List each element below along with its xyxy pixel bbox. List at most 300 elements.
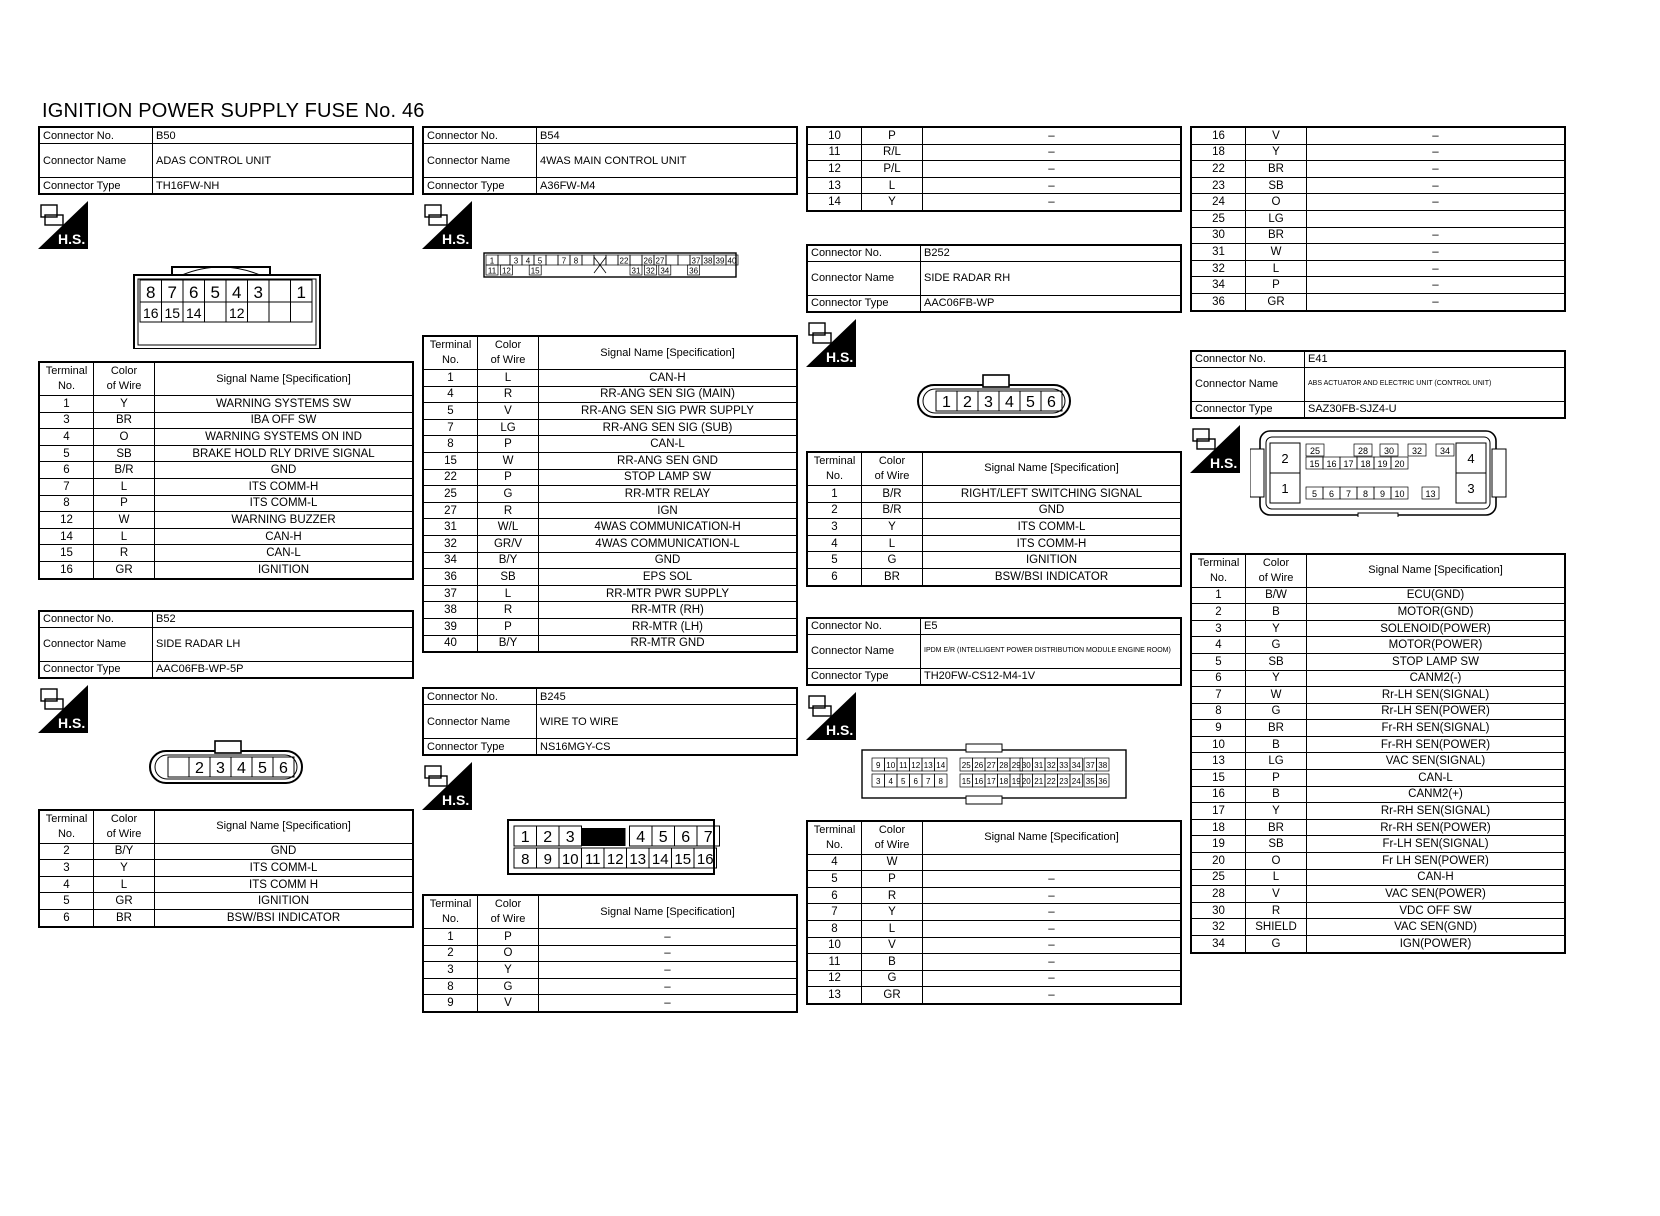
- pin-number: 34: [1439, 445, 1451, 456]
- wire-color: Y: [862, 904, 923, 921]
- signal-name: CAN-L: [1307, 770, 1566, 787]
- terminal-no: 22: [423, 469, 478, 486]
- signal-name: –: [1307, 227, 1566, 244]
- table-row: [423, 370, 797, 387]
- signal-name: ITS COMM-L: [155, 860, 414, 877]
- pin-number: 5: [658, 829, 668, 847]
- connector-no-value: B54: [537, 127, 798, 144]
- terminal-no: 13: [807, 987, 862, 1004]
- table-row: [39, 876, 413, 893]
- terminal-no: 4: [807, 854, 862, 871]
- terminal-no: 1: [1191, 587, 1246, 604]
- pin-cell: [269, 302, 291, 322]
- signal-name: RR-MTR RELAY: [539, 486, 798, 503]
- terminal-no-header: [39, 810, 94, 844]
- pin-number: 26: [974, 760, 984, 770]
- table-row: [423, 602, 797, 619]
- signal-name: Fr-LH SEN(SIGNAL): [1307, 836, 1566, 853]
- wire-color: SHIELD: [1246, 919, 1307, 936]
- signal-name: –: [923, 161, 1182, 178]
- pin-number: 32: [645, 266, 655, 276]
- signal-name: [1307, 210, 1566, 227]
- signal-name: EPS SOL: [539, 569, 798, 586]
- wire-color: G: [478, 486, 539, 503]
- terminal-no: 39: [423, 618, 478, 635]
- wire-color: Y: [862, 519, 923, 536]
- terminal-table-e41: [1190, 553, 1566, 954]
- pin-number: 16: [1326, 458, 1337, 469]
- connector-no-value: B50: [153, 127, 414, 144]
- terminal-no: 15: [39, 545, 94, 562]
- terminal-no: 10: [807, 937, 862, 954]
- terminal-no: 1: [423, 929, 478, 946]
- table-row: [423, 962, 797, 979]
- signal-name: –: [1307, 293, 1566, 310]
- connector-name-value: ABS ACTUATOR AND ELECTRIC UNIT (CONTROL UNIT): [1305, 367, 1566, 401]
- terminal-no-header: [807, 821, 862, 855]
- terminal-no: 4: [39, 429, 94, 446]
- terminal-no: 40: [423, 635, 478, 652]
- table-row: [423, 469, 797, 486]
- wire-color: GR/V: [478, 535, 539, 552]
- signal-header: Signal Name [Specification]: [1307, 554, 1566, 588]
- pin-number: 19: [1377, 458, 1388, 469]
- wire-color: O: [1246, 853, 1307, 870]
- signal-name: –: [923, 987, 1182, 1004]
- pin-number: 30: [1383, 445, 1395, 456]
- signal-name: –: [923, 970, 1182, 987]
- pin-cell: [248, 302, 270, 322]
- header-text: of Wire: [106, 827, 142, 840]
- signal-name: 4WAS COMMUNICATION-H: [539, 519, 798, 536]
- signal-name: MOTOR(GND): [1307, 604, 1566, 621]
- connector-type-value: A36FW-M4: [537, 178, 798, 195]
- pin-number: 4: [232, 283, 242, 302]
- signal-name: –: [923, 177, 1182, 194]
- signal-name: STOP LAMP SW: [1307, 653, 1566, 670]
- connector-type-value: TH20FW-CS12-M4-1V: [921, 668, 1182, 685]
- wire-color: B/R: [94, 462, 155, 479]
- connector-no-value: B52: [153, 611, 414, 628]
- table-row: [423, 486, 797, 503]
- pin-number: 21: [1034, 776, 1044, 786]
- table-row: [423, 978, 797, 995]
- signal-name: ITS COMM-H: [155, 478, 414, 495]
- wire-color: LG: [478, 419, 539, 436]
- connector-no-value: B245: [537, 688, 798, 705]
- signal-name: Fr-RH SEN(SIGNAL): [1307, 720, 1566, 737]
- table-row: [423, 502, 797, 519]
- pin-number: 4: [888, 776, 893, 786]
- pin-number: 30: [1021, 760, 1031, 770]
- signal-name: –: [1307, 277, 1566, 294]
- wire-color: Y: [1246, 620, 1307, 637]
- table-row: [807, 937, 1181, 954]
- terminal-no: 4: [423, 386, 478, 403]
- signal-name: ITS COMM-L: [923, 519, 1182, 536]
- connector-name-label: Connector Name: [807, 634, 921, 668]
- table-header: [39, 810, 413, 844]
- header-text: Color: [494, 898, 522, 911]
- pin-number: 38: [703, 256, 713, 266]
- connector-info-e5: [806, 617, 1182, 686]
- wire-color: SB: [1246, 836, 1307, 853]
- pin-number: 36: [1098, 776, 1108, 786]
- wire-color: G: [1246, 637, 1307, 654]
- connector-info-e41: [1190, 350, 1566, 419]
- terminal-no: 7: [1191, 687, 1246, 704]
- pin-number: 5: [537, 256, 543, 266]
- pin-number: 15: [164, 305, 181, 321]
- connector-diagram-b50: [38, 249, 416, 349]
- connector-no-value: E5: [921, 618, 1182, 635]
- terminal-no: 14: [807, 194, 862, 211]
- terminal-no: 16: [39, 561, 94, 578]
- table-row: [423, 519, 797, 536]
- pin-number: 8: [521, 851, 530, 869]
- header-text: Terminal: [429, 339, 472, 351]
- header-text: Terminal: [45, 812, 88, 825]
- pin-number: 6: [681, 829, 691, 847]
- table-row: [1191, 260, 1565, 277]
- terminal-no: 5: [807, 871, 862, 888]
- pin-number: 4: [525, 256, 531, 266]
- signal-name: MOTOR(POWER): [1307, 637, 1566, 654]
- pin-number: 4: [1005, 393, 1014, 411]
- signal-header: Signal Name [Specification]: [923, 821, 1182, 855]
- header-text: Color: [494, 339, 522, 351]
- terminal-no: 5: [39, 893, 94, 910]
- hs-text: H.S.: [58, 714, 86, 731]
- signal-header: Signal Name [Specification]: [923, 452, 1182, 486]
- signal-name: CAN-L: [539, 436, 798, 453]
- pin-number: 5: [210, 283, 220, 302]
- table-row: [39, 893, 413, 910]
- table-row: [1191, 293, 1565, 310]
- terminal-no: 12: [807, 970, 862, 987]
- header-text: No.: [1209, 571, 1228, 584]
- pin-number: 27: [655, 256, 665, 266]
- terminal-no: 10: [807, 127, 862, 144]
- pin-number: 31: [1034, 760, 1044, 770]
- table-row: [807, 519, 1181, 536]
- wire-color: L: [478, 370, 539, 387]
- connector-name-value: SIDE RADAR LH: [153, 627, 414, 661]
- pin-number: 29: [1011, 760, 1021, 770]
- signal-name: RR-MTR GND: [539, 635, 798, 652]
- signal-name: –: [539, 962, 798, 979]
- table-row: [807, 194, 1181, 211]
- connector-no-label: Connector No.: [807, 245, 921, 262]
- terminal-no: 3: [39, 860, 94, 877]
- table-header: [423, 336, 797, 370]
- table-row: [1191, 210, 1565, 227]
- wire-color: P: [1246, 277, 1307, 294]
- terminal-no-header: [807, 452, 862, 486]
- table-row: [1191, 653, 1565, 670]
- signal-name: CANM2(-): [1307, 670, 1566, 687]
- terminal-no: 34: [1191, 277, 1246, 294]
- wire-color: B: [1246, 786, 1307, 803]
- signal-name: RR-ANG SEN SIG (MAIN): [539, 386, 798, 403]
- terminal-no: 37: [423, 585, 478, 602]
- signal-header: Signal Name [Specification]: [155, 810, 414, 844]
- table-row: [423, 552, 797, 569]
- terminal-no: 23: [1191, 177, 1246, 194]
- harness-side-icon: [38, 201, 88, 249]
- table-row: [1191, 620, 1565, 637]
- pin-number: 6: [189, 283, 199, 302]
- wire-color: B/Y: [94, 843, 155, 860]
- table-row: [39, 412, 413, 429]
- harness-side-icon: [806, 692, 856, 740]
- terminal-table-b245: [422, 894, 798, 1013]
- terminal-no: 32: [1191, 260, 1246, 277]
- signal-name: IGN: [539, 502, 798, 519]
- header-text: No.: [441, 354, 460, 366]
- header-text: of Wire: [1258, 571, 1294, 584]
- terminal-no: 18: [1191, 819, 1246, 836]
- wire-color: GR: [1246, 293, 1307, 310]
- wire-color: P: [862, 127, 923, 144]
- pin-number: 28: [999, 760, 1009, 770]
- wire-color: G: [862, 970, 923, 987]
- terminal-no: 5: [807, 552, 862, 569]
- pin-number: 13: [923, 760, 933, 770]
- wire-color: Y: [1246, 670, 1307, 687]
- wire-color: V: [862, 937, 923, 954]
- signal-name: CANM2(+): [1307, 786, 1566, 803]
- table-row: [807, 887, 1181, 904]
- harness-side-icon: [422, 201, 472, 249]
- table-row: [807, 502, 1181, 519]
- connector-diagram-b54: [422, 249, 800, 323]
- header-text: No.: [825, 469, 844, 482]
- pin-number: 13: [1425, 488, 1436, 499]
- header-text: No.: [57, 380, 76, 392]
- wire-color: L: [862, 177, 923, 194]
- signal-name: Rr-RH SEN(POWER): [1307, 819, 1566, 836]
- column-1: [38, 126, 416, 928]
- pin-number: 9: [1379, 488, 1386, 499]
- terminal-no: 25: [1191, 869, 1246, 886]
- signal-name: GND: [155, 462, 414, 479]
- signal-name: Fr LH SEN(POWER): [1307, 853, 1566, 870]
- terminal-no: 9: [423, 995, 478, 1012]
- signal-header: Signal Name [Specification]: [155, 362, 414, 396]
- terminal-no: 28: [1191, 886, 1246, 903]
- signal-name: RR-MTR (LH): [539, 618, 798, 635]
- table-row: [807, 568, 1181, 585]
- signal-name: –: [923, 954, 1182, 971]
- terminal-no: 6: [39, 909, 94, 926]
- table-row: [1191, 753, 1565, 770]
- connector-type-value: TH16FW-NH: [153, 178, 414, 195]
- wire-color: L: [94, 876, 155, 893]
- table-row: [1191, 736, 1565, 753]
- wire-color: W: [862, 854, 923, 871]
- wire-color: L: [94, 478, 155, 495]
- pin-number: 1: [489, 256, 495, 266]
- table-row: [807, 987, 1181, 1004]
- hs-text: H.S.: [58, 231, 86, 247]
- pin-number: 3: [565, 829, 575, 847]
- pin-number: 7: [1345, 488, 1352, 499]
- wire-color: L: [478, 585, 539, 602]
- table-row: [1191, 703, 1565, 720]
- pin-number: 15: [961, 776, 971, 786]
- table-row: [1191, 670, 1565, 687]
- pin-number: 36: [689, 266, 699, 276]
- connector-no-label: Connector No.: [39, 611, 153, 628]
- pin-number: 5: [258, 759, 267, 777]
- wire-color: Y: [1246, 144, 1307, 161]
- signal-name: Rr-RH SEN(SIGNAL): [1307, 803, 1566, 820]
- hs-text: H.S.: [1210, 454, 1238, 471]
- pin-number: 6: [1328, 488, 1335, 499]
- signal-name: IBA OFF SW: [155, 412, 414, 429]
- terminal-no: 25: [423, 486, 478, 503]
- pin-number: 24: [1071, 776, 1081, 786]
- wire-color: W: [1246, 687, 1307, 704]
- terminal-no: 17: [1191, 803, 1246, 820]
- pin-number: 5: [1311, 488, 1318, 499]
- signal-name: CAN-H: [155, 528, 414, 545]
- pin-number: 12: [911, 760, 921, 770]
- pin-number: 34: [660, 266, 670, 276]
- color-header: [862, 821, 923, 855]
- wire-color: V: [478, 403, 539, 420]
- page-title: IGNITION POWER SUPPLY FUSE No. 46: [42, 100, 425, 122]
- terminal-no: 2: [423, 945, 478, 962]
- terminal-no: 13: [807, 177, 862, 194]
- terminal-no: 38: [423, 602, 478, 619]
- table-row: [807, 177, 1181, 194]
- pin-number: 17: [986, 776, 996, 786]
- connector-name-label: Connector Name: [39, 627, 153, 661]
- connector-no-value: E41: [1305, 351, 1566, 368]
- table-row: [1191, 869, 1565, 886]
- table-row: [807, 144, 1181, 161]
- wire-color: BR: [862, 568, 923, 585]
- terminal-no: 5: [39, 445, 94, 462]
- terminal-no: 32: [423, 535, 478, 552]
- terminal-no: 32: [1191, 919, 1246, 936]
- wire-color: B/R: [862, 485, 923, 502]
- pin-number: 1: [296, 283, 306, 302]
- terminal-no: 13: [1191, 753, 1246, 770]
- terminal-no: 3: [1191, 620, 1246, 637]
- wire-color: Y: [478, 962, 539, 979]
- wire-color: L: [1246, 260, 1307, 277]
- pin-number: 31: [631, 266, 641, 276]
- header-text: Terminal: [1197, 556, 1240, 569]
- harness-side-icon: [1190, 425, 1240, 473]
- pin-number: 6: [279, 759, 288, 777]
- connector-no-label: Connector No.: [1191, 351, 1305, 368]
- table-row: [423, 386, 797, 403]
- table-row: [807, 854, 1181, 871]
- signal-name: –: [1307, 244, 1566, 261]
- signal-name: –: [923, 127, 1182, 144]
- table-header: [39, 362, 413, 396]
- header-text: of Wire: [490, 913, 526, 926]
- connector-info-b54: [422, 126, 798, 195]
- wire-color: SB: [1246, 653, 1307, 670]
- wire-color: O: [94, 429, 155, 446]
- terminal-no: 5: [1191, 653, 1246, 670]
- connector-name-label: Connector Name: [423, 144, 537, 178]
- signal-name: WARNING SYSTEMS SW: [155, 396, 414, 413]
- terminal-no: 27: [423, 502, 478, 519]
- table-row: [1191, 177, 1565, 194]
- table-row: [807, 954, 1181, 971]
- terminal-no: 11: [807, 954, 862, 971]
- terminal-no: 6: [1191, 670, 1246, 687]
- terminal-no: 30: [1191, 227, 1246, 244]
- wire-color: V: [478, 995, 539, 1012]
- pin-number: 10: [886, 760, 896, 770]
- connector-diagram-b52: [38, 733, 416, 805]
- wire-color: V: [1246, 886, 1307, 903]
- wire-color: SB: [94, 445, 155, 462]
- color-header: [478, 336, 539, 370]
- table-row: [39, 495, 413, 512]
- wire-color: O: [1246, 194, 1307, 211]
- signal-name: Rr-LH SEN(SIGNAL): [1307, 687, 1566, 704]
- header-text: No.: [441, 913, 460, 926]
- connector-info-b252: [806, 244, 1182, 313]
- signal-name: –: [1307, 127, 1566, 144]
- signal-name: –: [539, 978, 798, 995]
- table-row: [423, 535, 797, 552]
- terminal-table-b245_cont: [806, 126, 1182, 212]
- pin-number: 33: [1059, 760, 1069, 770]
- table-row: [39, 478, 413, 495]
- terminal-no: 34: [1191, 936, 1246, 953]
- pin-number: 19: [1011, 776, 1021, 786]
- pin-number: 39: [715, 256, 725, 266]
- wire-color: G: [1246, 703, 1307, 720]
- table-header: [423, 895, 797, 929]
- pin-cell: [269, 280, 291, 302]
- pin-number: 8: [1362, 488, 1369, 499]
- pin-number: 9: [543, 851, 552, 869]
- pin-number: 38: [1098, 760, 1108, 770]
- table-row: [1191, 803, 1565, 820]
- wire-color: P: [478, 618, 539, 635]
- table-row: [39, 545, 413, 562]
- terminal-no: 34: [423, 552, 478, 569]
- pin-number: 14: [936, 760, 946, 770]
- header-text: No.: [57, 827, 76, 840]
- connector-type-value: AAC06FB-WP: [921, 295, 1182, 312]
- table-row: [1191, 244, 1565, 261]
- wire-color: Y: [94, 860, 155, 877]
- pin-number: 3: [253, 283, 263, 302]
- signal-name: RR-ANG SEN GND: [539, 452, 798, 469]
- pin-number: 23: [1059, 776, 1069, 786]
- pin-number: 4: [237, 759, 246, 777]
- pin-number: 2: [543, 829, 553, 847]
- table-row: [1191, 161, 1565, 178]
- wire-color: L: [862, 920, 923, 937]
- header-text: of Wire: [106, 380, 142, 392]
- terminal-no: 6: [39, 462, 94, 479]
- table-row: [423, 945, 797, 962]
- wire-color: Y: [862, 194, 923, 211]
- terminal-no: 1: [39, 396, 94, 413]
